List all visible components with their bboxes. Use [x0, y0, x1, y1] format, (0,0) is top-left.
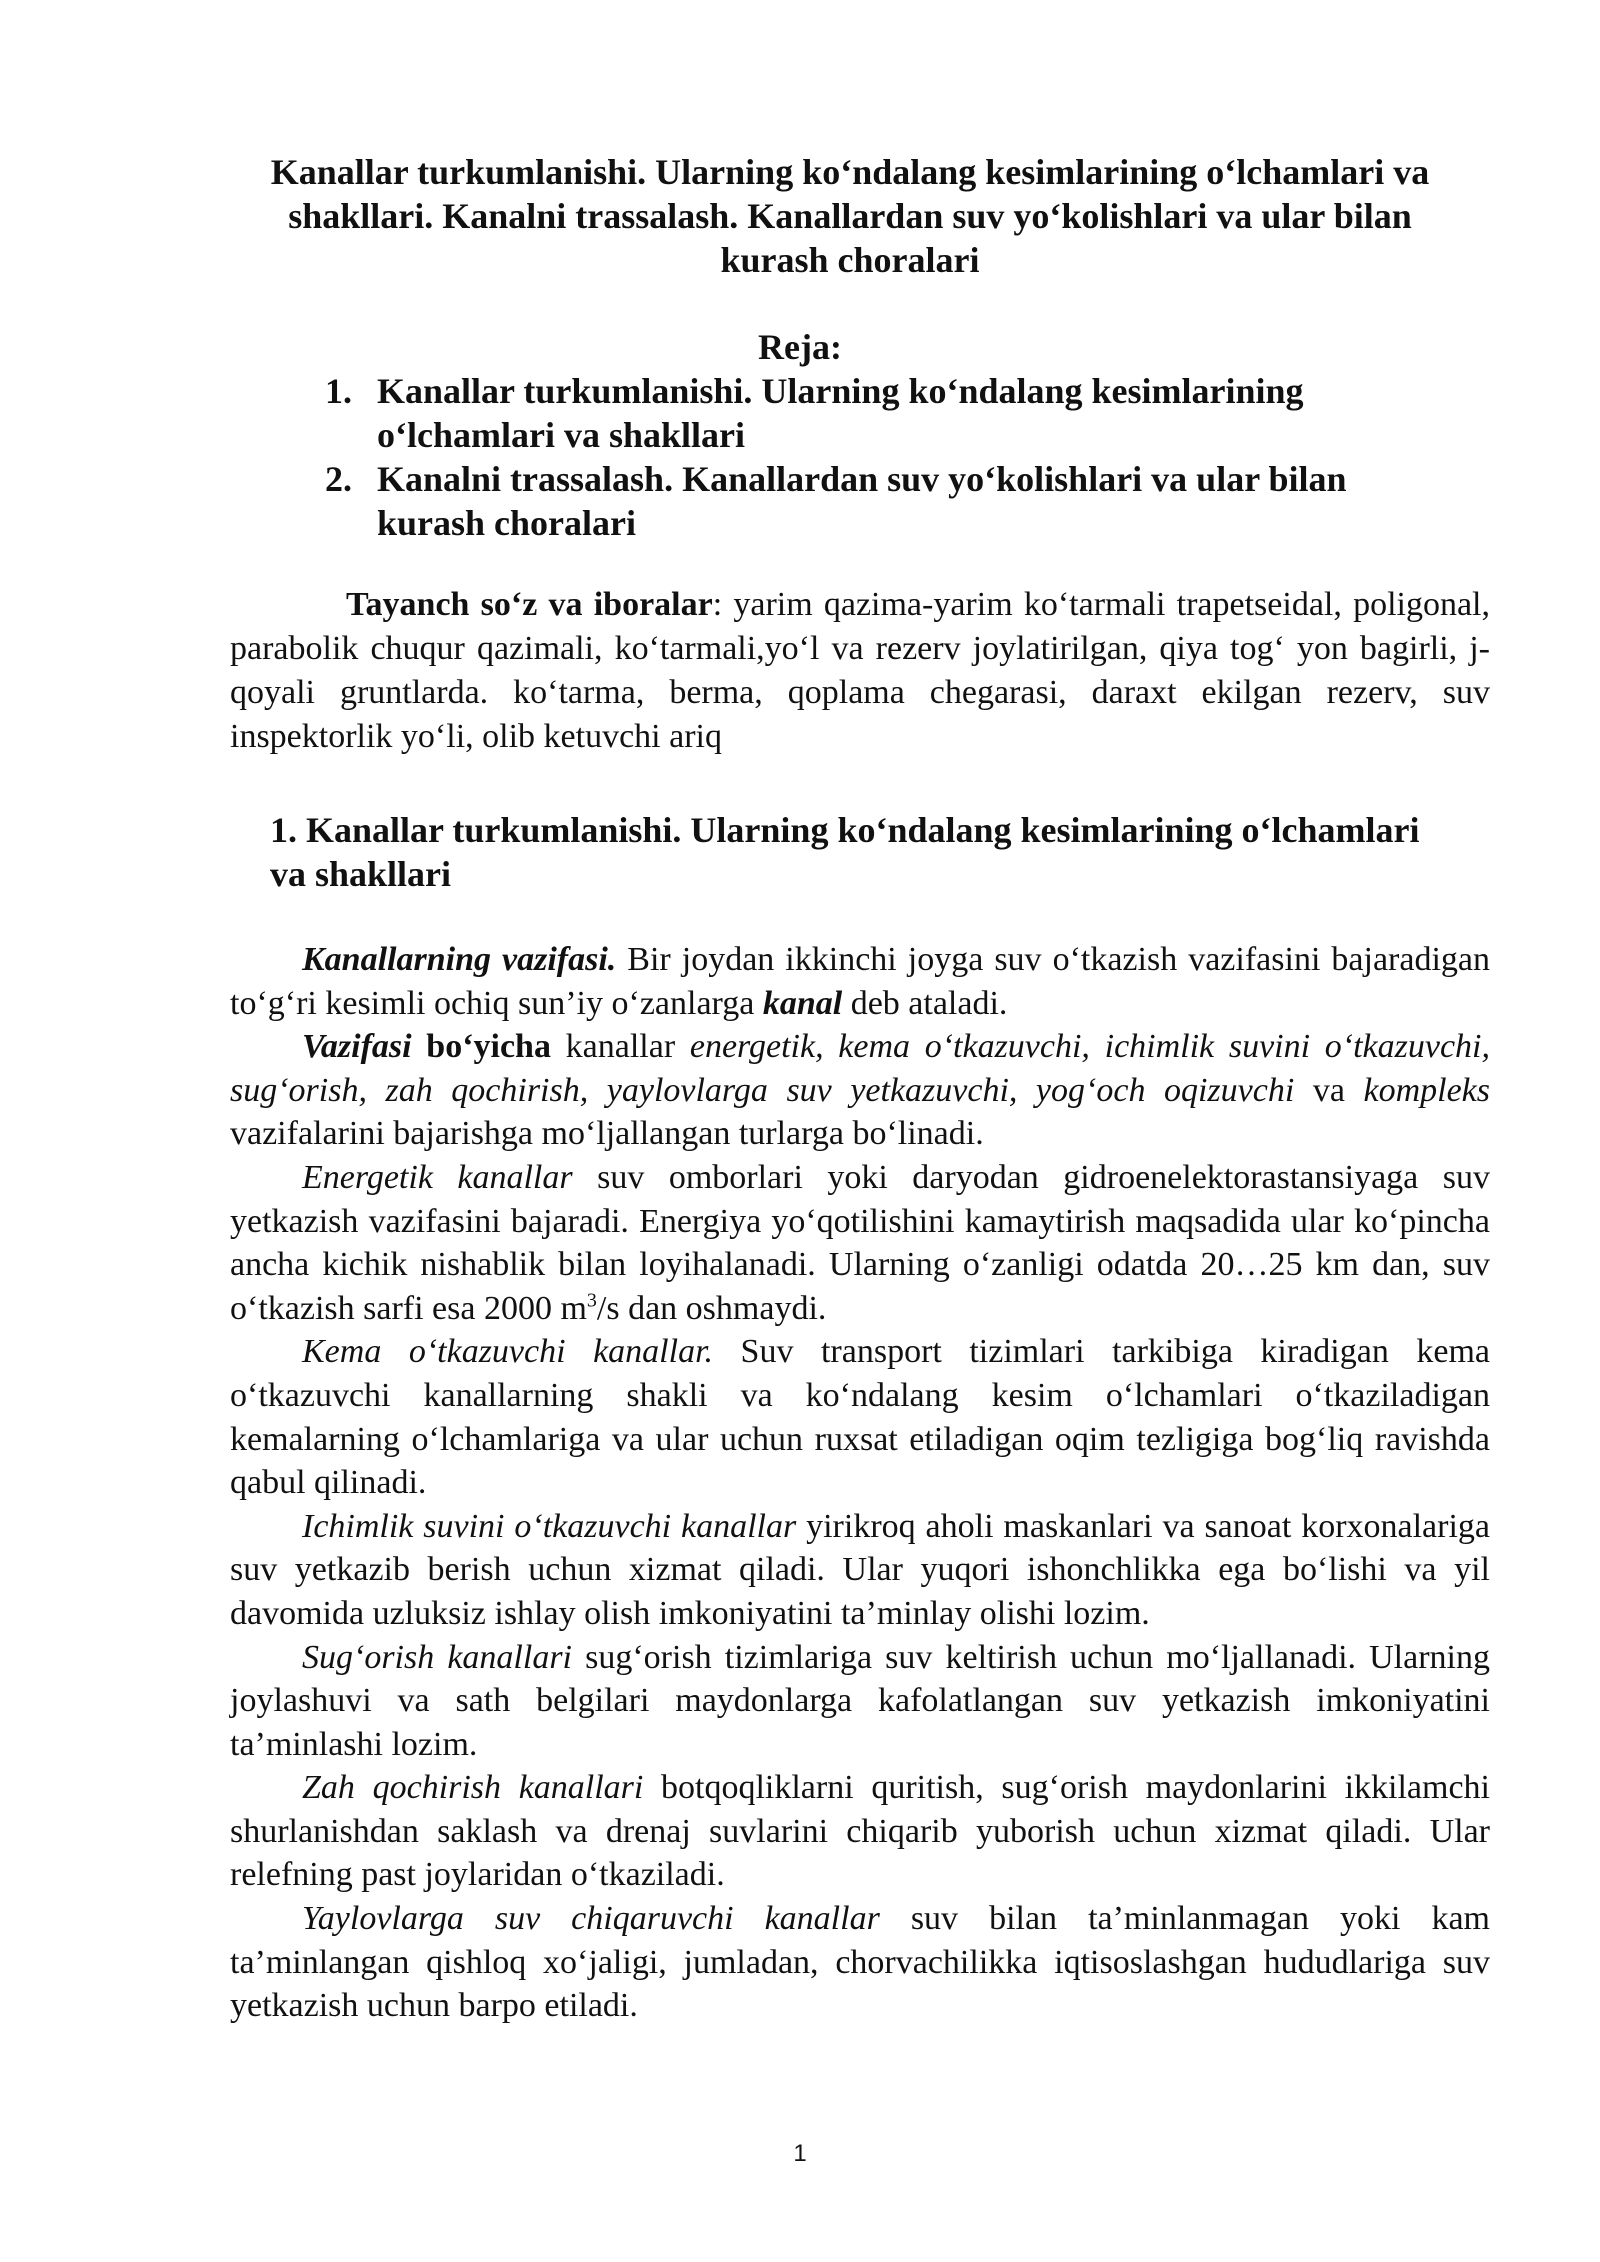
plan-item-text: Kanalni trassalash. Kanallardan suv yo‘kolishlari va ular bilan	[377, 459, 1347, 499]
paragraph-zah	[230, 1766, 1490, 1897]
paragraph-text: suv omborlari yoki daryodan gidroenelektorastansiyaga suv yetkazish vazifasini bajaradi. Energiya yo‘qotilishini kamaytirish maqsadida ular ko‘pincha ancha kichik nishablik bilan loyihalanadi. Ularning o‘zanligi odatda 20…25 km dan, suv o‘tkazish sarfi esa 2000 m	[230, 1158, 1490, 1327]
paragraph-lead: Kanallarning vazifasi.	[302, 941, 617, 978]
plan-item-number: 2.	[325, 459, 352, 499]
term-kanal: kanal	[762, 984, 843, 1022]
plan-item-text: kurash choralari	[377, 503, 637, 543]
paragraph-energetik	[230, 1156, 1490, 1330]
plan-item-text: o‘lchamlari va shakllari	[377, 415, 745, 455]
paragraph-types	[230, 1025, 1490, 1156]
paragraph-text: sug‘orish tizimlariga suv keltirish uchun mo‘ljallanadi. Ularning joylashuvi va sath belgilari maydonlarga kafolatlangan suv yetkazish imkoniyatini ta’minlashi lozim.	[230, 1638, 1490, 1763]
keywords-label: Tayanch so‘z va iboralar	[346, 586, 713, 623]
title-line: kurash choralari	[720, 240, 980, 280]
paragraph-text: /s dan oshmaydi.	[596, 1289, 827, 1327]
keywords-paragraph	[230, 583, 1490, 759]
superscript: 3	[586, 1289, 597, 1312]
paragraph-lead: Yaylovlarga suv chiqaruvchi kanallar	[302, 1900, 880, 1938]
paragraph-lead: Zah qochirish kanallari	[302, 1769, 644, 1807]
page-title	[230, 150, 1470, 282]
paragraph-text: vazifalarini bajarishga mo‘ljallangan turlarga bo‘linadi.	[230, 1115, 984, 1153]
paragraph-text: Bir joydan ikkinchi joyga suv o‘tkazish vazifasini bajaradigan to‘g‘ri kesimli ochiq sun’iy o‘zanlarga	[230, 941, 1490, 1022]
plan-item-number: 1.	[325, 371, 352, 411]
paragraph-text: deb ataladi.	[842, 984, 1008, 1022]
title-line: shakllari. Kanalni trassalash. Kanallardan suv yo‘kolishlari va ular bilan	[288, 196, 1412, 236]
paragraph-types-list: energetik, kema o‘tkazuvchi, ichimlik suvini o‘tkazuvchi, sug‘orish, zah qochirish, yaylovlarga suv yetkazuvchi, yog‘och oqizuvchi	[230, 1028, 1490, 1109]
paragraph-lead: bo‘yicha	[411, 1028, 551, 1066]
paragraph-text: kanallar	[550, 1028, 690, 1066]
paragraph-purpose	[230, 938, 1490, 1025]
page-number: 1	[793, 2140, 807, 2167]
paragraph-lead: Ichimlik suvini o‘tkazuvchi kanallar	[302, 1507, 797, 1545]
term-kompleks: kompleks	[1363, 1071, 1490, 1109]
plan-item	[325, 457, 1465, 545]
plan-list	[325, 369, 1465, 545]
paragraph-text: botqoqliklarni quritish, sug‘orish maydonlarini ikkilamchi shurlanishdan saklash va drenaj suvlarini chiqarib yuborish uchun xizmat qiladi. Ular relefning past joylaridan o‘tkaziladi.	[230, 1769, 1490, 1894]
paragraph-lead: Sug‘orish kanallari	[302, 1638, 573, 1676]
paragraph-text: Suv transport tizimlari tarkibiga kiradigan kema o‘tkazuvchi kanallarning shakli va ko‘ndalang kesim o‘lchamlari o‘tkaziladigan kemalarning o‘lchamlariga va ular uchun ruxsat etiladigan oqim tezligiga bog‘liq ravishda qabul qilinadi.	[230, 1333, 1490, 1502]
paragraph-sugorish	[230, 1636, 1490, 1767]
title-line: Kanallar turkumlanishi. Ularning ko‘ndalang kesimlarining o‘lchamlari va	[270, 152, 1430, 192]
section-heading	[270, 808, 1490, 896]
paragraph-kema	[230, 1330, 1490, 1504]
keywords-text: : yarim qazima-yarim ko‘tarmali trapetseidal, poligonal, parabolik chuqur qazimali, ko‘tarmali,yo‘l va rezerv joylatirilgan, qiya tog‘ yon bagirli, j-qoyali gruntlarda. ko‘tarma, berma, qoplama chegarasi, daraxt ekilgan rezerv, suv inspektorlik yo‘li, olib ketuvchi ariq	[230, 586, 1490, 755]
paragraph-text: yirikroq aholi maskanlari va sanoat korxonalariga suv yetkazib berish uchun xizmat qiladi. Ular yuqori ishonchlikka ega bo‘lishi va yil davomida uzluksiz ishlay olish imkoniyatini ta’minlay olishi lozim.	[230, 1507, 1490, 1632]
paragraph-text: va	[1294, 1071, 1364, 1109]
paragraph-yaylov	[230, 1897, 1490, 2028]
plan-item-text: Kanallar turkumlanishi. Ularning ko‘ndalang kesimlarining	[377, 371, 1304, 411]
body-text	[230, 938, 1490, 2028]
paragraph-lead: Vazifasi	[302, 1028, 412, 1066]
paragraph-lead: Energetik kanallar	[302, 1158, 573, 1196]
plan-item	[325, 369, 1465, 457]
paragraph-text: suv bilan ta’minlanmagan yoki kam ta’minlangan qishloq xo‘jaligi, jumladan, chorvachilikka iqtisoslashgan hududlariga suv yetkazish uchun barpo etiladi.	[230, 1900, 1490, 2025]
plan-heading: Reja:	[758, 327, 842, 367]
paragraph-ichimlik	[230, 1505, 1490, 1636]
paragraph-lead: Kema o‘tkazuvchi kanallar.	[302, 1333, 714, 1371]
section-heading-line: va shakllari	[270, 854, 452, 894]
section-heading-line: 1. Kanallar turkumlanishi. Ularning ko‘ndalang kesimlarining o‘lchamlari	[270, 810, 1420, 850]
